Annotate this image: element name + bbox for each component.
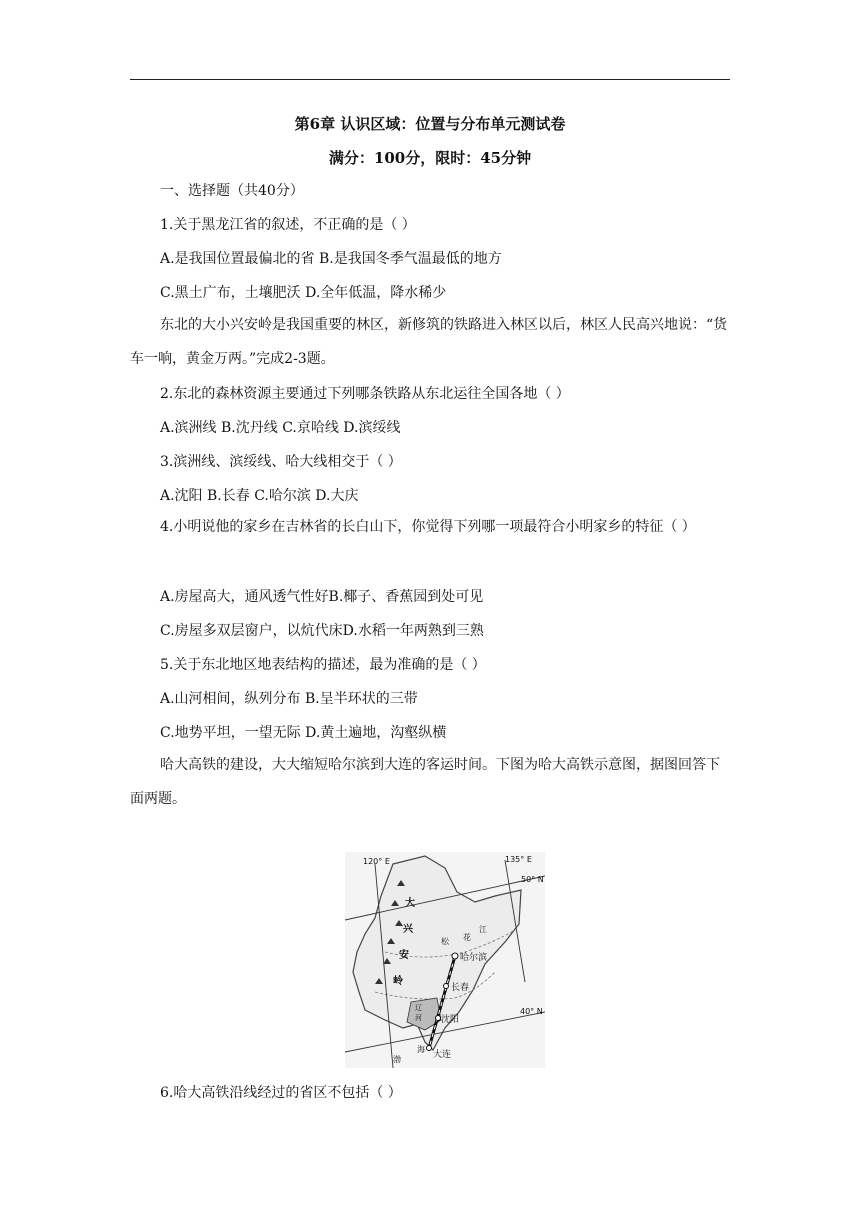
harbin-dalian-railway-map bbox=[345, 852, 545, 1068]
label-changchun: 长春 bbox=[451, 983, 470, 993]
label-40n: 40° N bbox=[520, 1007, 543, 1016]
label-bo: 渤 bbox=[393, 1055, 401, 1064]
label-50n: 50° N bbox=[521, 875, 544, 884]
label-an: 安 bbox=[399, 950, 409, 961]
dalian-dot bbox=[427, 1046, 432, 1051]
label-harbin: 哈尔滨 bbox=[460, 953, 488, 963]
question-5-options-ab: A.山河相间，纵列分布 B.呈半环状的三带 bbox=[160, 691, 418, 707]
material-paragraph-1: 东北的大小兴安岭是我国重要的林区，新修筑的铁路进入林区以后，林区人民高兴地说：“货车一响，黄金万两。”完成2-3题。 bbox=[130, 317, 728, 367]
question-3-options: A.沈阳 B.长春 C.哈尔滨 D.大庆 bbox=[160, 488, 359, 504]
label-dalian: 大连 bbox=[433, 1050, 452, 1060]
label-hai: 海 bbox=[417, 1045, 425, 1054]
harbin-dot bbox=[452, 953, 458, 959]
question-4-options-cd: C.房屋多双层窗户，以炕代床D.水稻一年两熟到三熟 bbox=[160, 623, 484, 639]
material-paragraph-2: 哈大高铁的建设，大大缩短哈尔滨到大连的客运时间。下图为哈大高铁示意图，据图回答下面两题。 bbox=[130, 757, 720, 807]
question-4-options-ab: A.房屋高大，通风透气性好B.椰子、香蕉园到处可见 bbox=[160, 589, 484, 605]
page-subtitle: 满分：100分，限时：45分钟 bbox=[328, 149, 532, 167]
label-120e: 120° E bbox=[363, 857, 390, 866]
label-da: 大 bbox=[405, 898, 415, 909]
question-1-stem: 1.关于黑龙江省的叙述，不正确的是（ ） bbox=[160, 217, 416, 233]
section-heading: 一、选择题（共40分） bbox=[160, 183, 304, 199]
label-song: 松 bbox=[441, 937, 449, 946]
label-jiang: 江 bbox=[479, 925, 487, 934]
label-shenyang: 沈阳 bbox=[441, 1015, 460, 1025]
question-5-stem: 5.关于东北地区地表结构的描述，最为准确的是（ ） bbox=[160, 657, 486, 673]
label-xing: 兴 bbox=[403, 924, 413, 935]
shenyang-dot bbox=[436, 1016, 441, 1021]
question-4-stem: 4.小明说他的家乡在吉林省的长白山下，你觉得下列哪一项最符合小明家乡的特征（ ） bbox=[160, 519, 696, 535]
question-3-stem: 3.滨洲线、滨绥线、哈大线相交于（ ） bbox=[160, 454, 402, 470]
question-2-options: A.滨洲线 B.沈丹线 C.京哈线 D.滨绥线 bbox=[160, 420, 401, 436]
question-2-stem: 2.东北的森林资源主要通过下列哪条铁路从东北运往全国各地（ ） bbox=[160, 386, 570, 402]
question-6-stem: 6.哈大高铁沿线经过的省区不包括（ ） bbox=[160, 1085, 402, 1101]
changchun-dot bbox=[444, 984, 449, 989]
question-1-options-cd: C.黑土广布，土壤肥沃 D.全年低温，降水稀少 bbox=[160, 285, 447, 301]
label-135e: 135° E bbox=[505, 855, 532, 864]
label-he: 河 bbox=[415, 1014, 422, 1022]
question-5-options-cd: C.地势平坦，一望无际 D.黄土遍地，沟壑纵横 bbox=[160, 725, 447, 741]
label-liao: 辽 bbox=[415, 1004, 422, 1012]
question-1-options-ab: A.是我国位置最偏北的省 B.是我国冬季气温最低的地方 bbox=[160, 251, 502, 267]
label-hua: 花 bbox=[463, 933, 471, 942]
header-rule bbox=[130, 79, 730, 80]
label-ling: 岭 bbox=[393, 976, 403, 987]
page-title: 第6章 认识区域：位置与分布单元测试卷 bbox=[294, 115, 566, 133]
